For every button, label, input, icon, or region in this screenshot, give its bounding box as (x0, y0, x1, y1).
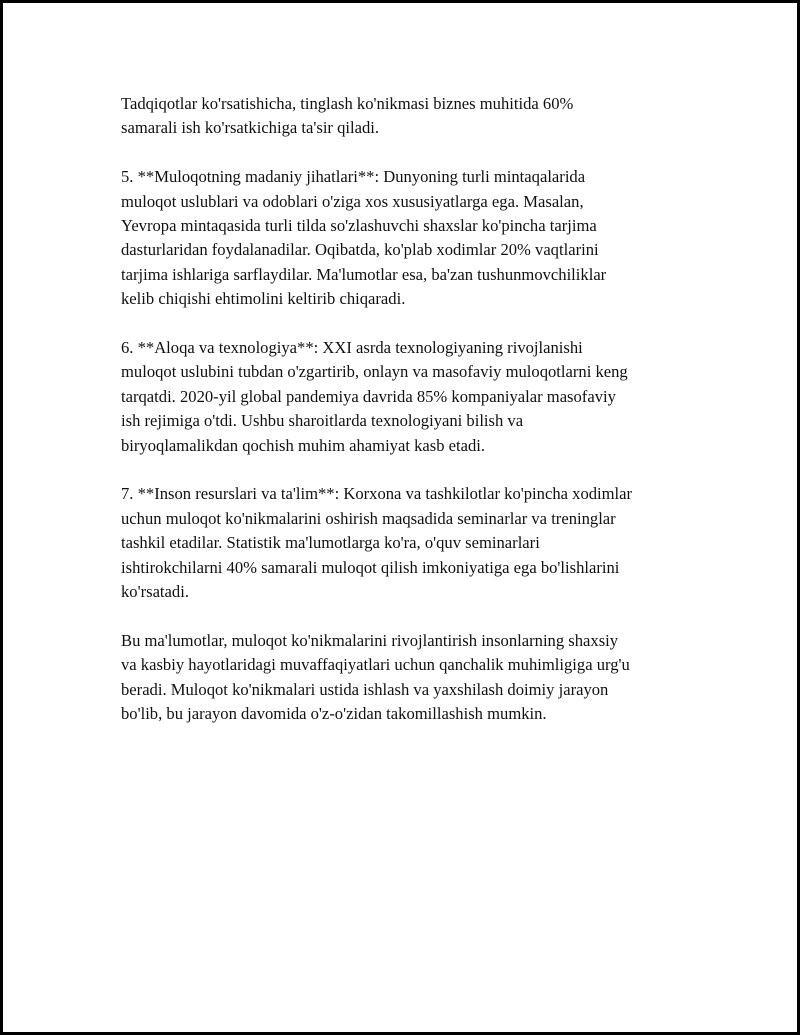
text-line: ish rejimiga o'tdi. Ushbu sharoitlarda texnologiyani bilish va (121, 411, 524, 431)
text-line: tarjima ishlariga sarflaydilar. Ma'lumotlar esa, ba'zan tushunmovchiliklar (121, 264, 607, 284)
text-line: uchun muloqot ko'nikmalarini oshirish maqsadida seminarlar va treninglar (121, 508, 616, 528)
text-line: beradi. Muloqot ko'nikmalari ustida ishlash va yaxshilash doimiy jarayon (121, 679, 609, 699)
text-line: samarali ish ko'rsatkichiga ta'sir qiladi. (121, 118, 380, 138)
paragraph-conclusion (121, 629, 701, 727)
text-line: 7. **Inson resurslari va ta'lim**: Korxona va tashkilotlar ko'pincha xodimlar (121, 484, 633, 504)
paragraph-human-resources (121, 482, 701, 604)
paragraph-cultural-aspects (121, 165, 701, 311)
text-line: va kasbiy hayotlaridagi muvaffaqiyatlari uchun qanchalik muhimligiga urg'u (121, 655, 630, 675)
text-line: kelib chiqishi ehtimolini keltirib chiqaradi. (121, 289, 406, 309)
text-line: dasturlaridan foydalanadilar. Oqibatda, ko'plab xodimlar 20% vaqtlarini (121, 240, 599, 260)
text-line: Tadqiqotlar ko'rsatishicha, tinglash ko'nikmasi biznes muhitida 60% (121, 94, 574, 113)
document-body (121, 92, 701, 727)
text-line: Yevropa mintaqasida turli tilda so'zlashuvchi shaxslar ko'pincha tarjima (121, 216, 597, 236)
text-line: Bu ma'lumotlar, muloqot ko'nikmalarini rivojlantirish insonlarning shaxsiy (121, 630, 619, 650)
text-line: bo'lib, bu jarayon davomida o'z-o'zidan takomillashish mumkin. (121, 704, 547, 724)
text-line: 5. **Muloqotning madaniy jihatlari**: Dunyoning turli mintaqalarida (121, 167, 586, 187)
text-line: tarqatdi. 2020-yil global pandemiya davrida 85% kompaniyalar masofaviy (121, 386, 616, 406)
paragraph-listening-stat (121, 92, 701, 141)
text-line: muloqot uslubini tubdan o'zgartirib, onlayn va masofaviy muloqotlarni keng (121, 362, 628, 382)
paragraph-communication-technology (121, 336, 701, 458)
text-line: muloqot uslublari va odoblari o'ziga xos xususiyatlarga ega. Masalan, (121, 191, 584, 211)
text-line: tashkil etadilar. Statistik ma'lumotlarga ko'ra, o'quv seminarlari (121, 533, 540, 553)
text-line: ko'rsatadi. (121, 582, 189, 602)
text-line: biryoqlamalikdan qochish muhim ahamiyat kasb etadi. (121, 435, 486, 455)
text-line: 6. **Aloqa va texnologiya**: XXI asrda texnologiyaning rivojlanishi (121, 338, 583, 358)
text-line: ishtirokchilarni 40% samarali muloqot qilish imkoniyatiga ega bo'lishlarini (121, 557, 620, 577)
